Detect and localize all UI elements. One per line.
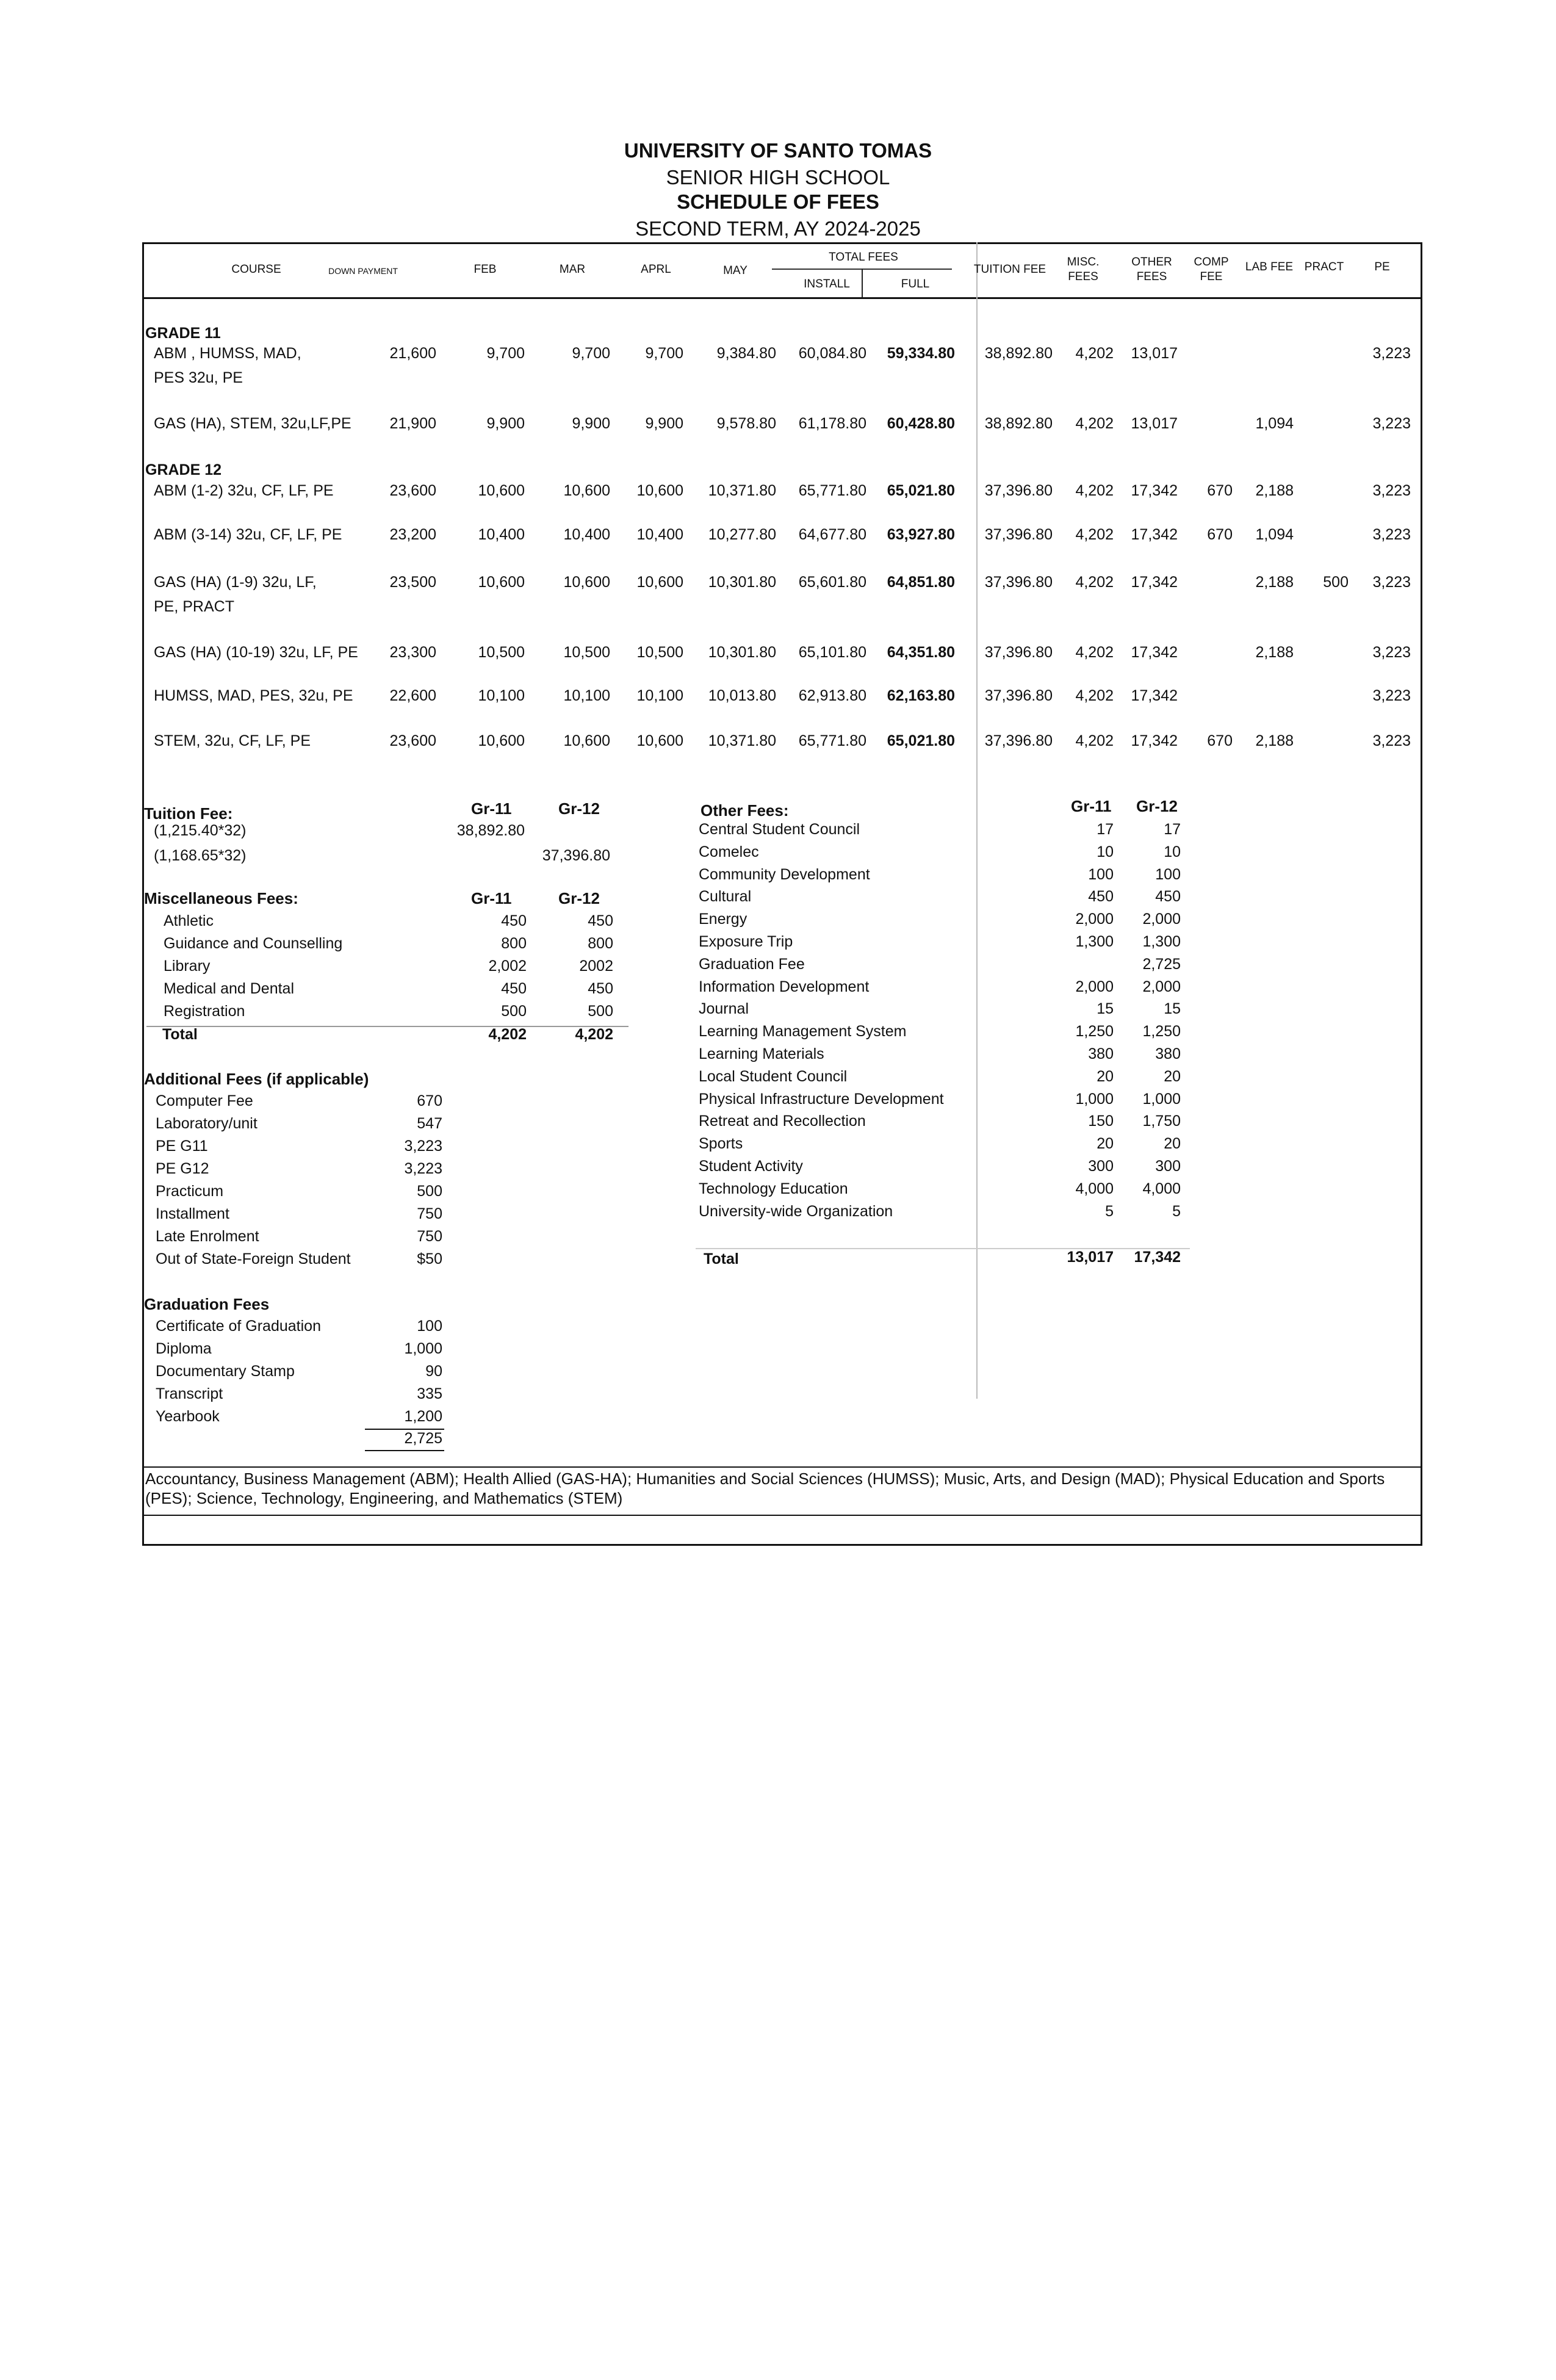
fee-cell-comp: 670	[1207, 732, 1233, 749]
misc-item-label: Guidance and Counselling	[164, 935, 343, 952]
fee-cell-pe: 3,223	[1372, 482, 1411, 499]
col-header-mar: MAR	[559, 263, 586, 276]
graduation-total: 2,725	[404, 1430, 442, 1447]
fee-cell-mar: 9,700	[572, 345, 610, 362]
fee-cell-down: 23,500	[389, 574, 436, 591]
misc-header-line1: MISC.	[1067, 256, 1100, 269]
other-header-line2: FEES	[1136, 270, 1167, 283]
fee-cell-lab: 2,188	[1255, 644, 1294, 661]
fee-cell-may: 9,384.80	[716, 345, 776, 362]
misc-item-gr12: 800	[588, 935, 613, 952]
fee-cell-may: 10,371.80	[708, 732, 776, 749]
other-fee-label: Learning Materials	[699, 1045, 824, 1062]
fee-cell-tuition: 37,396.80	[984, 732, 1053, 749]
fee-cell-mar: 10,500	[563, 644, 610, 661]
other-fee-gr12: 10	[1164, 843, 1181, 860]
header-bottom-rule	[142, 297, 1421, 299]
col-header-comp-fee	[1190, 255, 1233, 284]
course-name: ABM (3-14) 32u, CF, LF, PE	[154, 526, 342, 543]
other-fee-gr12: 450	[1155, 888, 1181, 906]
additional-fee-value: 500	[417, 1183, 442, 1200]
misc-item-gr12: 450	[588, 912, 613, 929]
additional-fee-value: 547	[417, 1115, 442, 1132]
fee-cell-other: 17,342	[1131, 644, 1178, 661]
fee-cell-tuition: 38,892.80	[984, 345, 1053, 362]
fee-cell-pe: 3,223	[1372, 526, 1411, 543]
fee-cell-may: 10,371.80	[708, 482, 776, 499]
graduation-fee-value: 1,200	[404, 1408, 442, 1425]
other-fee-label: Community Development	[699, 865, 870, 883]
col-header-aprl: APRL	[641, 263, 671, 276]
fee-cell-lab: 2,188	[1255, 732, 1294, 749]
other-fee-label: University-wide Organization	[699, 1202, 893, 1220]
fee-cell-tuition: 37,396.80	[984, 482, 1053, 499]
course-name: HUMSS, MAD, PES, 32u, PE	[154, 687, 353, 704]
fee-cell-other: 13,017	[1131, 415, 1178, 432]
fee-cell-aprl: 9,900	[645, 415, 683, 432]
course-name: STEM, 32u, CF, LF, PE	[154, 732, 311, 749]
other-gr11-header: Gr-11	[1071, 797, 1112, 815]
program-abbreviations-note: Accountancy, Business Management (ABM); Health Allied (GAS-HA); Humanities and Social Sciences (HUMSS); Music, Arts, and Design (MAD); Physical Education and Sports (PES); Science, Technology, Engineering, and Mathematics (STEM)	[145, 1469, 1385, 1507]
additional-fee-label: PE G12	[156, 1160, 209, 1177]
fee-cell-other: 17,342	[1131, 482, 1178, 499]
other-fee-gr11: 100	[1088, 865, 1114, 883]
fee-cell-feb: 10,100	[478, 687, 525, 704]
fee-cell-full: 60,428.80	[887, 415, 955, 432]
tuition-gr12-header: Gr-12	[558, 799, 600, 818]
graduation-fee-label: Yearbook	[156, 1408, 220, 1425]
fee-cell-misc: 4,202	[1075, 526, 1114, 543]
other-fee-label: Graduation Fee	[699, 955, 805, 973]
additional-title: Additional Fees (if applicable)	[144, 1070, 369, 1088]
fee-cell-may: 10,301.80	[708, 644, 776, 661]
tuition-line1-value: 38,892.80	[456, 822, 525, 839]
other-total-label: Total	[704, 1250, 739, 1268]
other-fee-gr11: 20	[1097, 1067, 1114, 1085]
other-fee-gr12: 2,000	[1142, 978, 1181, 995]
fee-cell-aprl: 10,600	[636, 732, 683, 749]
other-fee-gr11: 5	[1105, 1202, 1114, 1220]
fee-cell-tuition: 38,892.80	[984, 415, 1053, 432]
other-header-line1: OTHER	[1131, 256, 1172, 269]
course-name: GAS (HA) (10-19) 32u, LF, PE	[154, 644, 358, 661]
fee-cell-pe: 3,223	[1372, 345, 1411, 362]
fee-cell-aprl: 10,600	[636, 574, 683, 591]
col-header-lab-fee: LAB FEE	[1245, 261, 1294, 273]
misc-total-label: Total	[162, 1026, 198, 1043]
other-fee-label: Exposure Trip	[699, 933, 793, 950]
additional-fee-value: 750	[417, 1205, 442, 1222]
additional-fee-value: 3,223	[404, 1160, 442, 1177]
fee-cell-may: 10,013.80	[708, 687, 776, 704]
other-fee-label: Learning Management System	[699, 1023, 907, 1040]
other-fee-gr11: 17	[1097, 821, 1114, 838]
misc-item-label: Registration	[164, 1003, 245, 1020]
graduation-fee-value: 90	[425, 1363, 442, 1380]
fee-cell-full: 65,021.80	[887, 732, 955, 749]
other-fee-gr11: 450	[1088, 888, 1114, 906]
graduation-title: Graduation Fees	[144, 1295, 270, 1313]
fee-cell-misc: 4,202	[1075, 687, 1114, 704]
misc-total-gr12: 4,202	[575, 1026, 613, 1043]
other-fee-gr12: 15	[1164, 1000, 1181, 1018]
comp-header-line1: COMP	[1194, 256, 1229, 269]
fee-cell-other: 17,342	[1131, 526, 1178, 543]
other-fee-label: Student Activity	[699, 1158, 803, 1175]
fee-cell-misc: 4,202	[1075, 415, 1114, 432]
other-fee-gr11: 1,250	[1075, 1023, 1114, 1040]
fee-cell-tuition: 37,396.80	[984, 574, 1053, 591]
tuition-line2-value: 37,396.80	[542, 847, 610, 864]
grade-11-label: GRADE 11	[145, 325, 221, 342]
tuition-line2-label: (1,168.65*32)	[154, 847, 247, 864]
additional-fee-value: $50	[417, 1250, 442, 1268]
misc-item-gr11: 500	[501, 1003, 527, 1020]
fee-cell-lab: 2,188	[1255, 574, 1294, 591]
other-fee-gr11: 15	[1097, 1000, 1114, 1018]
fee-cell-install: 61,178.80	[798, 415, 866, 432]
additional-fee-value: 750	[417, 1228, 442, 1245]
course-name-continued: PES 32u, PE	[154, 369, 243, 386]
misc-item-label: Library	[164, 957, 211, 975]
course-name: GAS (HA) (1-9) 32u, LF,	[154, 574, 317, 591]
graduation-fee-label: Diploma	[156, 1340, 212, 1357]
graduation-fee-value: 335	[417, 1385, 442, 1402]
other-fee-label: Retreat and Recollection	[699, 1112, 866, 1130]
misc-item-gr12: 2002	[579, 957, 613, 975]
other-fee-label: Technology Education	[699, 1180, 848, 1197]
fee-cell-lab: 2,188	[1255, 482, 1294, 499]
fee-cell-full: 64,351.80	[887, 644, 955, 661]
other-fee-gr12: 1,300	[1142, 933, 1181, 950]
col-header-tuition-fee: TUITION FEE	[973, 263, 1046, 276]
other-title: Other Fees:	[701, 801, 789, 820]
other-fee-gr11: 300	[1088, 1158, 1114, 1175]
misc-item-gr11: 450	[501, 912, 527, 929]
graduation-fee-label: Transcript	[156, 1385, 223, 1402]
term-label: SECOND TERM, AY 2024-2025	[635, 217, 921, 240]
fee-cell-feb: 10,500	[478, 644, 525, 661]
fee-cell-other: 17,342	[1131, 574, 1178, 591]
other-fee-label: Local Student Council	[699, 1067, 848, 1085]
footnote-bottom-rule	[142, 1515, 1421, 1516]
fee-cell-other: 13,017	[1131, 345, 1178, 362]
fee-cell-full: 63,927.80	[887, 526, 955, 543]
other-fee-label: Central Student Council	[699, 821, 860, 838]
course-name-continued: PE, PRACT	[154, 598, 234, 615]
fee-cell-pe: 3,223	[1372, 574, 1411, 591]
fee-cell-pe: 3,223	[1372, 644, 1411, 661]
col-header-full: FULL	[901, 278, 930, 290]
fee-cell-misc: 4,202	[1075, 644, 1114, 661]
other-fee-label: Information Development	[699, 978, 870, 995]
other-total-gr11: 13,017	[1067, 1249, 1114, 1266]
other-fee-gr11: 150	[1088, 1112, 1114, 1130]
additional-fee-label: Out of State-Foreign Student	[156, 1250, 351, 1268]
fee-cell-other: 17,342	[1131, 687, 1178, 704]
fee-cell-may: 10,277.80	[708, 526, 776, 543]
fee-cell-full: 64,851.80	[887, 574, 955, 591]
fee-cell-install: 65,101.80	[798, 644, 866, 661]
other-fee-gr11: 2,000	[1075, 911, 1114, 928]
col-header-may: MAY	[723, 264, 747, 277]
fee-cell-down: 21,900	[389, 415, 436, 432]
university-name: UNIVERSITY OF SANTO TOMAS	[624, 139, 932, 162]
other-fee-label: Sports	[699, 1135, 743, 1153]
other-fee-label: Cultural	[699, 888, 752, 906]
col-header-course: COURSE	[231, 263, 281, 276]
tuition-gr11-header: Gr-11	[471, 799, 512, 818]
fee-cell-mar: 10,100	[563, 687, 610, 704]
other-fee-gr11: 10	[1097, 843, 1114, 860]
col-header-misc-fees	[1059, 255, 1108, 284]
fee-cell-aprl: 10,100	[636, 687, 683, 704]
col-header-install: INSTALL	[804, 278, 850, 290]
other-fee-gr11: 380	[1088, 1045, 1114, 1062]
fee-cell-pe: 3,223	[1372, 732, 1411, 749]
comp-header-line2: FEE	[1200, 270, 1223, 283]
fee-cell-may: 10,301.80	[708, 574, 776, 591]
other-fee-gr11: 4,000	[1075, 1180, 1114, 1197]
fee-cell-misc: 4,202	[1075, 574, 1114, 591]
fee-cell-install: 65,601.80	[798, 574, 866, 591]
fee-cell-tuition: 37,396.80	[984, 687, 1053, 704]
other-fee-label: Energy	[699, 911, 747, 928]
other-fee-gr11: 20	[1097, 1135, 1114, 1153]
misc-total-gr11: 4,202	[488, 1026, 527, 1043]
fee-cell-misc: 4,202	[1075, 482, 1114, 499]
additional-fee-label: PE G11	[156, 1138, 208, 1155]
other-gr12-header: Gr-12	[1136, 797, 1178, 815]
misc-title: Miscellaneous Fees:	[144, 889, 298, 907]
fee-cell-install: 65,771.80	[798, 732, 866, 749]
fee-cell-full: 62,163.80	[887, 687, 955, 704]
fee-cell-full: 65,021.80	[887, 482, 955, 499]
fee-cell-mar: 10,600	[563, 574, 610, 591]
fee-cell-install: 65,771.80	[798, 482, 866, 499]
col-header-total-fees: TOTAL FEES	[829, 251, 898, 264]
fee-cell-mar: 10,400	[563, 526, 610, 543]
col-header-pe: PE	[1374, 261, 1390, 273]
fee-cell-feb: 9,900	[486, 415, 525, 432]
grade-12-label: GRADE 12	[145, 461, 222, 478]
fee-cell-feb: 9,700	[486, 345, 525, 362]
install-full-divider	[862, 269, 863, 297]
other-fee-gr12: 1,750	[1142, 1112, 1181, 1130]
misc-item-label: Medical and Dental	[164, 980, 295, 997]
graduation-fee-value: 1,000	[404, 1340, 442, 1357]
graduation-total-underline	[365, 1450, 444, 1451]
graduation-fee-value: 100	[417, 1318, 442, 1335]
fee-cell-other: 17,342	[1131, 732, 1178, 749]
fee-cell-install: 64,677.80	[798, 526, 866, 543]
col-header-pract: PRACT	[1304, 261, 1344, 273]
additional-fee-value: 670	[417, 1092, 442, 1109]
fee-cell-install: 60,084.80	[798, 345, 866, 362]
other-fee-gr12: 1,000	[1142, 1090, 1181, 1108]
fee-cell-down: 22,600	[389, 687, 436, 704]
other-fee-label: Journal	[699, 1000, 749, 1018]
other-fee-gr12: 20	[1164, 1135, 1181, 1153]
additional-fee-label: Laboratory/unit	[156, 1115, 258, 1132]
misc-gr11-header: Gr-11	[471, 889, 512, 907]
tuition-line1-label: (1,215.40*32)	[154, 822, 247, 839]
fee-cell-pract: 500	[1323, 574, 1349, 591]
fee-cell-misc: 4,202	[1075, 732, 1114, 749]
misc-item-gr12: 450	[588, 980, 613, 997]
graduation-fee-label: Documentary Stamp	[156, 1363, 295, 1380]
other-fee-gr11: 1,300	[1075, 933, 1114, 950]
fee-cell-down: 21,600	[389, 345, 436, 362]
other-fee-gr12: 4,000	[1142, 1180, 1181, 1197]
graduation-fee-label: Certificate of Graduation	[156, 1318, 321, 1335]
fee-cell-tuition: 37,396.80	[984, 644, 1053, 661]
fee-cell-install: 62,913.80	[798, 687, 866, 704]
course-name: ABM (1-2) 32u, CF, LF, PE	[154, 482, 334, 499]
fee-cell-down: 23,600	[389, 482, 436, 499]
fee-cell-down: 23,200	[389, 526, 436, 543]
additional-fee-label: Practicum	[156, 1183, 224, 1200]
misc-gr12-header: Gr-12	[558, 889, 600, 907]
other-fee-gr12: 2,725	[1142, 955, 1181, 973]
other-fee-gr12: 5	[1172, 1202, 1181, 1220]
other-fee-gr12: 20	[1164, 1067, 1181, 1085]
document-title: SCHEDULE OF FEES	[677, 190, 879, 213]
fee-cell-mar: 10,600	[563, 482, 610, 499]
fee-cell-pe: 3,223	[1372, 687, 1411, 704]
course-name: GAS (HA), STEM, 32u,LF,PE	[154, 415, 351, 432]
fee-cell-aprl: 10,400	[636, 526, 683, 543]
fee-cell-comp: 670	[1207, 526, 1233, 543]
fee-cell-aprl: 9,700	[645, 345, 683, 362]
other-total-gr12: 17,342	[1134, 1249, 1181, 1266]
fee-cell-feb: 10,600	[478, 482, 525, 499]
misc-header-line2: FEES	[1068, 270, 1098, 283]
other-fee-gr11: 1,000	[1075, 1090, 1114, 1108]
school-name: SENIOR HIGH SCHOOL	[666, 166, 890, 189]
fee-cell-mar: 9,900	[572, 415, 610, 432]
other-fee-gr12: 2,000	[1142, 911, 1181, 928]
fee-cell-feb: 10,400	[478, 526, 525, 543]
fee-cell-feb: 10,600	[478, 732, 525, 749]
other-fee-gr12: 100	[1155, 865, 1181, 883]
fee-cell-lab: 1,094	[1255, 415, 1294, 432]
fee-cell-misc: 4,202	[1075, 345, 1114, 362]
fee-cell-may: 9,578.80	[716, 415, 776, 432]
fee-cell-mar: 10,600	[563, 732, 610, 749]
fee-cell-full: 59,334.80	[887, 345, 955, 362]
misc-item-gr11: 800	[501, 935, 527, 952]
other-fee-gr12: 380	[1155, 1045, 1181, 1062]
fee-cell-lab: 1,094	[1255, 526, 1294, 543]
additional-fee-label: Computer Fee	[156, 1092, 253, 1109]
other-fee-label: Physical Infrastructure Development	[699, 1090, 944, 1108]
tuition-title: Tuition Fee:	[144, 804, 233, 823]
additional-fee-label: Late Enrolment	[156, 1228, 259, 1245]
additional-fee-label: Installment	[156, 1205, 229, 1222]
fee-cell-pe: 3,223	[1372, 415, 1411, 432]
fee-cell-down: 23,600	[389, 732, 436, 749]
fee-cell-aprl: 10,600	[636, 482, 683, 499]
fee-cell-aprl: 10,500	[636, 644, 683, 661]
other-fee-gr11: 2,000	[1075, 978, 1114, 995]
other-fee-gr12: 17	[1164, 821, 1181, 838]
fee-table-frame	[142, 242, 1422, 1546]
fee-cell-comp: 670	[1207, 482, 1233, 499]
footnote-top-rule	[142, 1466, 1421, 1468]
additional-fee-value: 3,223	[404, 1138, 442, 1155]
col-header-down-payment: DOWN PAYMENT	[328, 266, 398, 276]
misc-item-gr12: 500	[588, 1003, 613, 1020]
col-header-other-fees	[1126, 255, 1178, 284]
misc-item-gr11: 450	[501, 980, 527, 997]
fee-cell-feb: 10,600	[478, 574, 525, 591]
other-fee-label: Comelec	[699, 843, 759, 860]
other-total-rule	[696, 1248, 1190, 1249]
misc-item-label: Athletic	[164, 912, 214, 929]
course-name: ABM , HUMSS, MAD,	[154, 345, 301, 362]
other-fee-gr12: 1,250	[1142, 1023, 1181, 1040]
other-fee-gr12: 300	[1155, 1158, 1181, 1175]
misc-item-gr11: 2,002	[488, 957, 527, 975]
fee-cell-down: 23,300	[389, 644, 436, 661]
col-header-feb: FEB	[474, 263, 497, 276]
fee-cell-tuition: 37,396.80	[984, 526, 1053, 543]
